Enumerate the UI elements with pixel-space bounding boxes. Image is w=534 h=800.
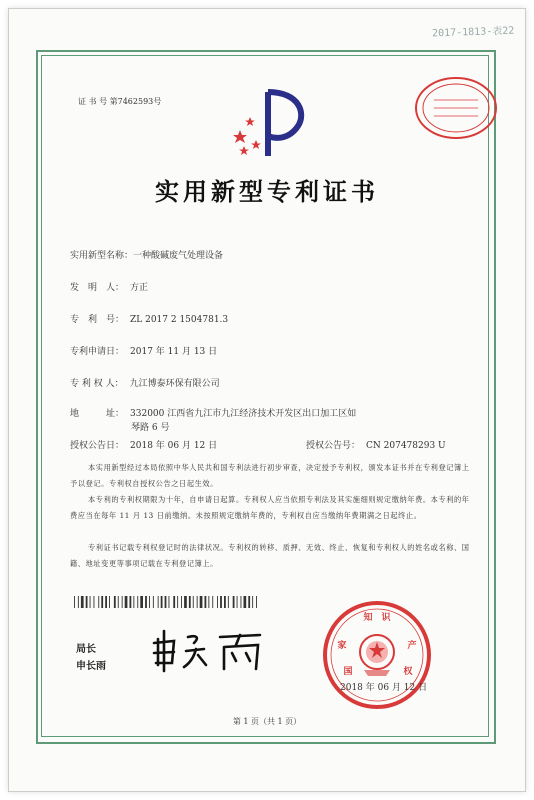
address-row xyxy=(70,406,356,419)
grant-number-value: CN 207478293 U xyxy=(366,441,446,451)
certificate-title: 实用新型专利证书 xyxy=(155,177,379,206)
filing-date-value: 2017 年 11 月 13 日 xyxy=(130,347,218,357)
certificate-number: 证 书 号 第7462593号 xyxy=(78,97,162,106)
address-line-1: 332000 江西省九江市九江经济技术开发区出口加工区如 xyxy=(130,409,357,419)
official-red-seal-icon xyxy=(320,598,434,712)
svg-text:权: 权 xyxy=(403,667,413,677)
filing-date-row xyxy=(70,344,217,357)
utility-name-label: 实用新型名称： xyxy=(70,251,134,261)
svg-text:家: 家 xyxy=(337,641,347,651)
address-label: 地 址： xyxy=(70,409,125,419)
svg-text:产: 产 xyxy=(407,641,417,651)
utility-name-row xyxy=(70,248,223,261)
registration-seal-icon xyxy=(410,74,502,142)
patentee-label: 专 利 权 人： xyxy=(70,379,124,389)
grant-date-label: 授权公告日： xyxy=(70,441,125,451)
signatory-name: 申长雨 xyxy=(76,661,106,672)
signatory-title: 局长 xyxy=(76,644,96,655)
barcode-icon xyxy=(74,596,260,608)
paragraph-1: 本实用新型经过本局依照中华人民共和国专利法进行初步审查，决定授予专利权，颁发本证书并在专利登记簿上予以登记。专利权自授权公告之日起生效。 xyxy=(70,463,470,488)
seal-date: 2018 年 06 月 12 日 xyxy=(340,683,428,693)
grant-date-value: 2018 年 06 月 12 日 xyxy=(130,441,218,451)
inventor-label: 发 明 人： xyxy=(70,283,125,293)
grant-number-row xyxy=(306,438,446,451)
handwritten-signature xyxy=(150,625,270,675)
filing-date-label: 专利申请日： xyxy=(70,347,125,357)
grant-date-row xyxy=(70,438,217,451)
grant-number-label: 授权公告号： xyxy=(306,441,361,451)
handwritten-note: 2017-1813-表22 xyxy=(431,25,515,40)
patent-number-label: 专 利 号： xyxy=(70,315,125,325)
utility-name-value: 一种酸碱废气处理设备 xyxy=(133,251,224,261)
address-line-2: 琴路 6 号 xyxy=(131,423,170,433)
patent-number-row xyxy=(70,312,228,325)
patent-number-value: ZL 2017 2 1504781.3 xyxy=(130,315,229,325)
svg-text:国: 国 xyxy=(343,667,353,677)
cnipa-logo-icon xyxy=(222,84,314,164)
paragraph-2: 本专利的专利权期限为十年，自申请日起算。专利权人应当依照专利法及其实施细则规定缴纳年费。本专利的年费应当在每年 11 月 13 日前缴纳。未按照规定缴纳年费的，专利权自应当缴纳年费期满之日起终止。 xyxy=(70,495,470,520)
svg-text:知 识: 知 识 xyxy=(363,613,391,623)
inventor-row xyxy=(70,280,148,293)
paragraph-3: 专利证书记载专利权登记时的法律状况。专利权的转移、质押、无效、终止、恢复和专利权人的姓名或名称、国籍、地址变更等事项记载在专利登记簿上。 xyxy=(70,543,470,568)
patentee-value: 九江博泰环保有限公司 xyxy=(129,379,220,389)
inventor-value: 方正 xyxy=(130,283,149,293)
page-number: 第 1 页（共 1 页） xyxy=(232,717,302,726)
patentee-row xyxy=(70,376,220,389)
